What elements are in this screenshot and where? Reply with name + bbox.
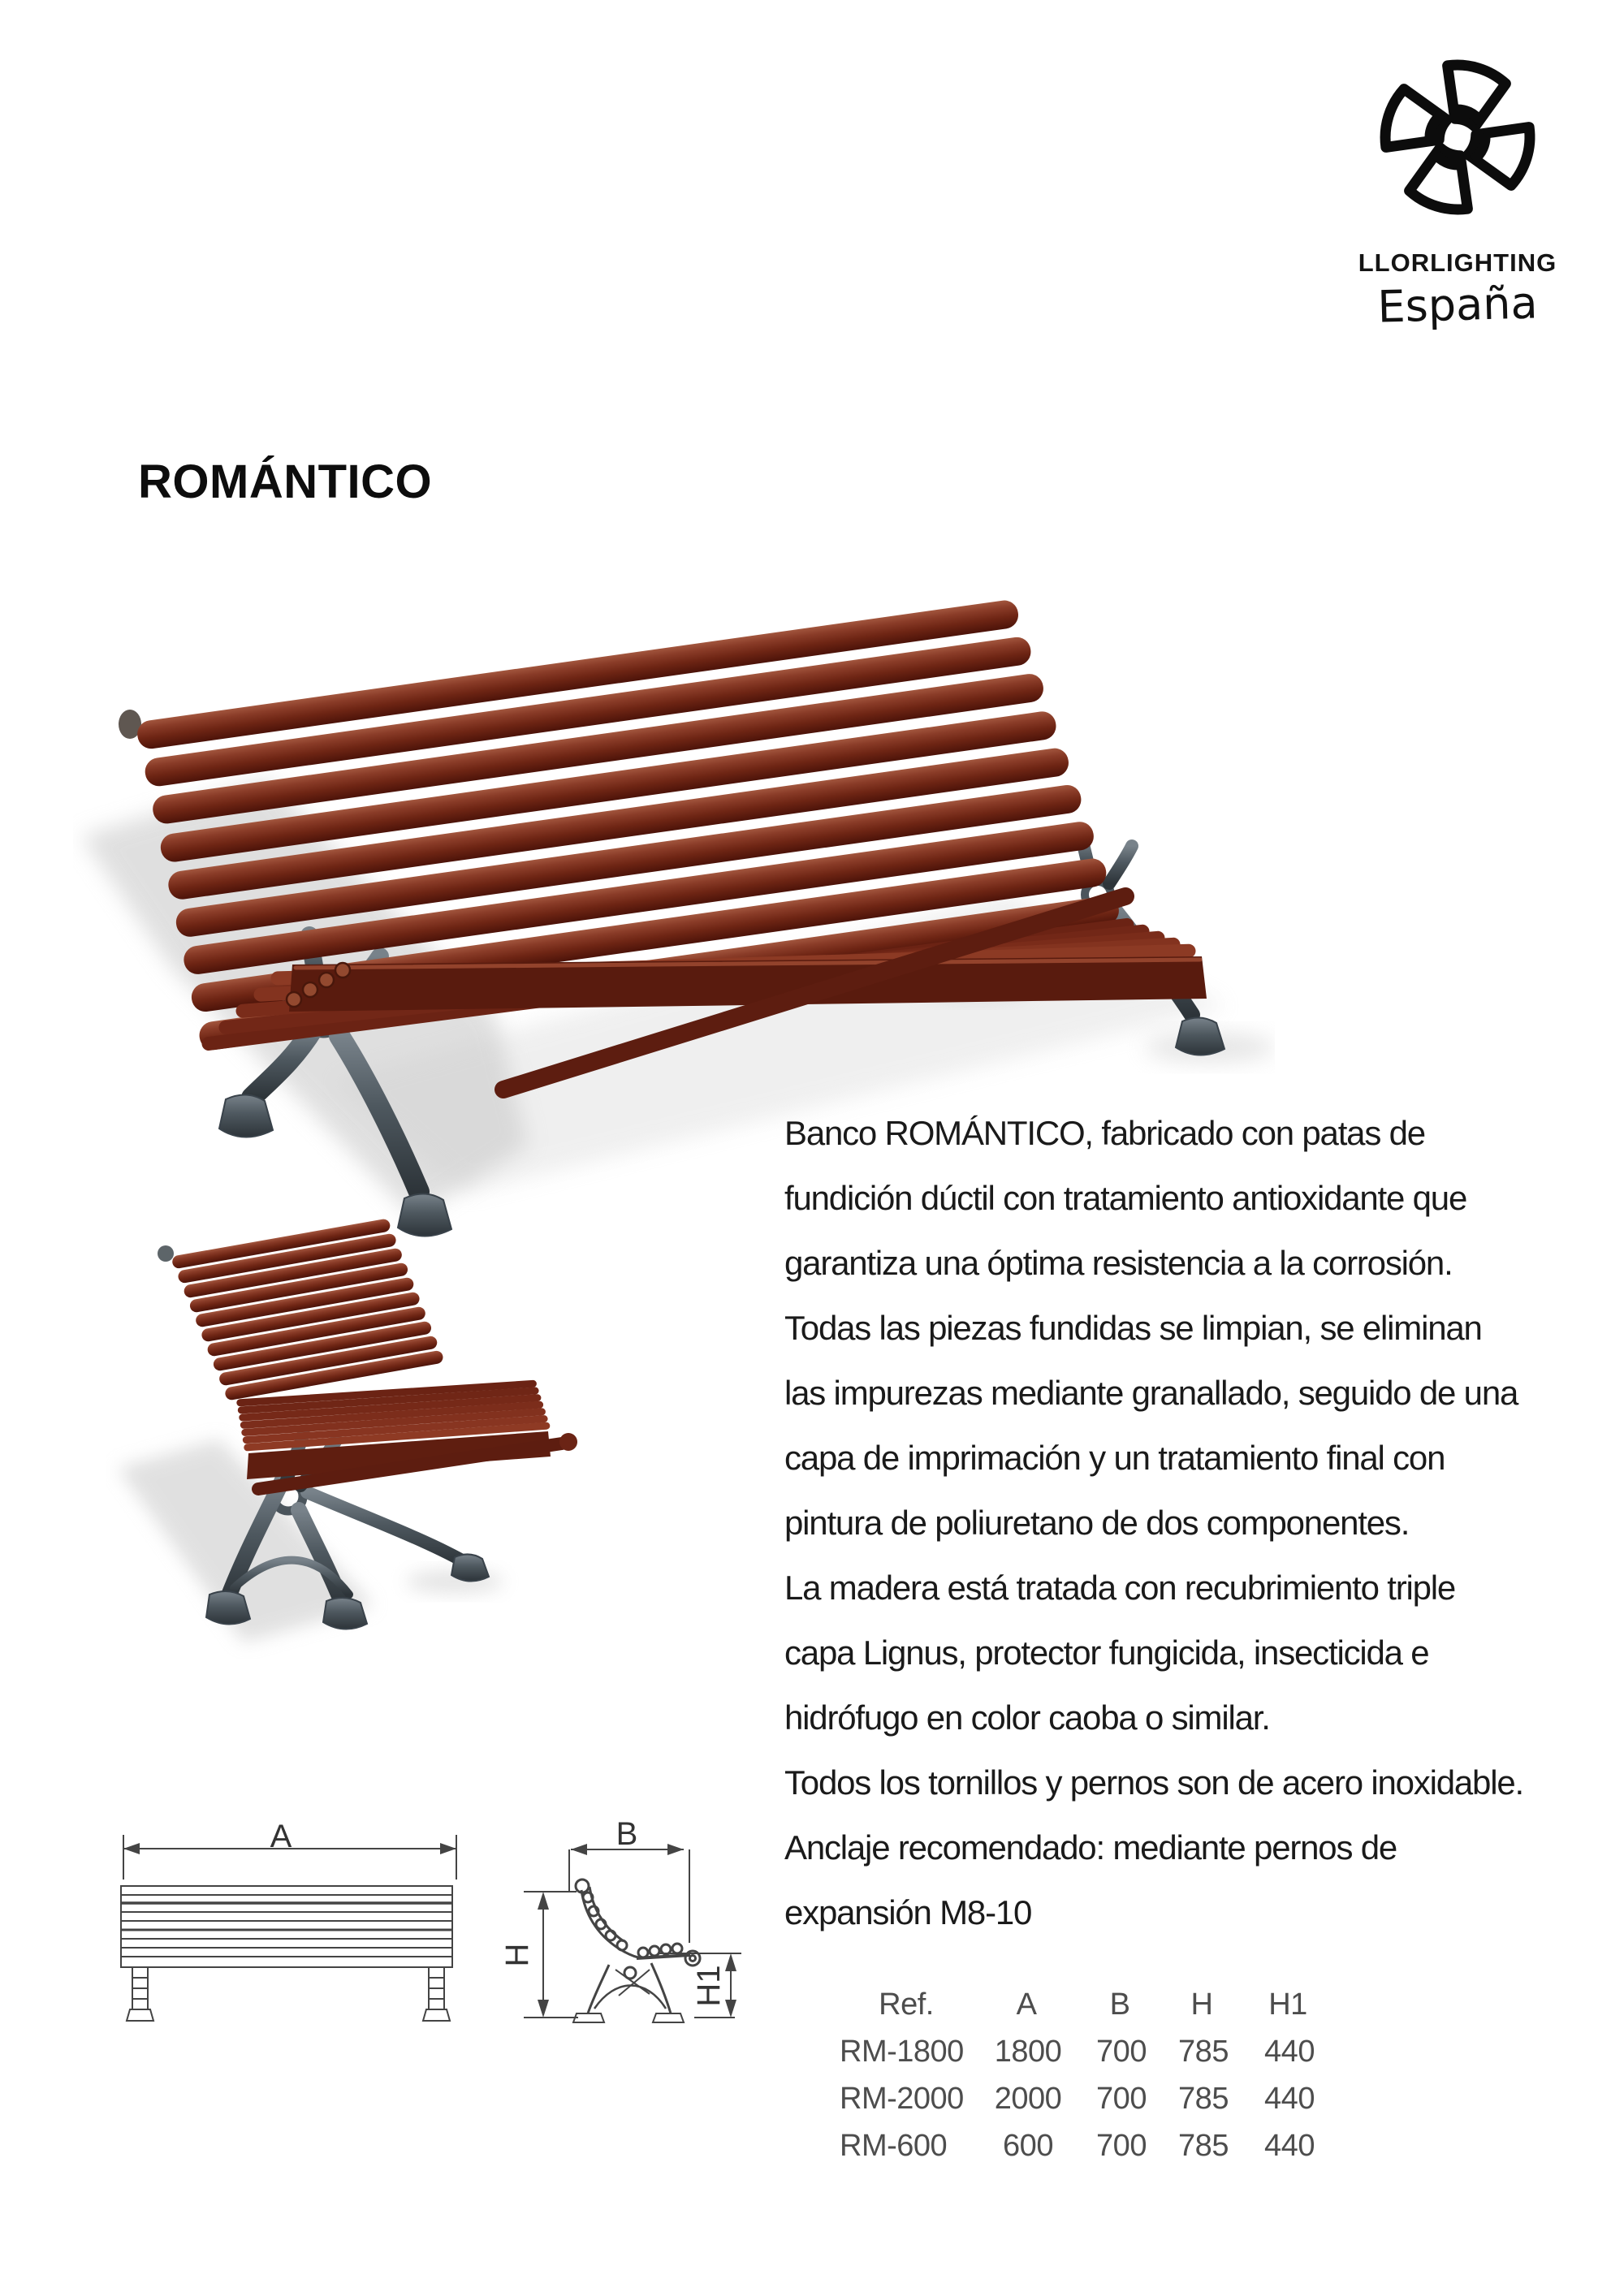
product-description (784, 1101, 1580, 1945)
cell-b: 700 (1096, 2128, 1147, 2163)
cell-ref: RM-1800 (840, 2034, 964, 2069)
page-title: ROMÁNTICO (138, 455, 433, 508)
spec-table-header (838, 1981, 1335, 2028)
description-line: hidrófugo en color caoba o similar. (784, 1698, 1270, 1737)
description-line: Todos los tornillos y pernos son de acero inoxidable. (784, 1763, 1523, 1802)
cell-h: 785 (1178, 2081, 1229, 2116)
col-header-h: H (1190, 1987, 1213, 2022)
description-line: fundición dúctil con tratamiento antioxidante que (784, 1179, 1467, 1217)
description-line: capa Lignus, protector fungicida, insecticida e (784, 1634, 1429, 1672)
dimension-drawing (81, 1810, 820, 2161)
brand-region: España (1376, 277, 1539, 333)
pinwheel-logo-icon (1365, 52, 1550, 226)
cell-h: 785 (1178, 2128, 1229, 2163)
col-header-b: B (1109, 1987, 1130, 2022)
cell-h: 785 (1178, 2034, 1229, 2069)
table-row (838, 2075, 1335, 2122)
dim-label-h1: H1 (691, 1965, 727, 2007)
description-line: pintura de poliuretano de dos componentes. (784, 1504, 1410, 1542)
table-row (838, 2122, 1335, 2169)
col-header-a: A (1016, 1987, 1037, 2022)
chair-backrest (158, 1213, 444, 1406)
cell-a: 1800 (994, 2034, 1062, 2069)
description-line: garantiza una óptima resistencia a la corrosión. (784, 1244, 1453, 1282)
chair-photo (106, 1200, 609, 1659)
brand-logo (1332, 52, 1583, 333)
cell-ref: RM-2000 (840, 2081, 964, 2116)
col-header-ref: Ref. (879, 1987, 934, 2022)
description-line: Anclaje recomendado: mediante pernos de (784, 1828, 1397, 1867)
dim-label-a: A (270, 1819, 292, 1854)
description-line: La madera está tratada con recubrimiento triple (784, 1569, 1456, 1607)
description-line: Todas las piezas fundidas se limpian, se eliminan (784, 1309, 1482, 1347)
spec-table (838, 1981, 1335, 2169)
description-line: Banco ROMÁNTICO, fabricado con patas de (784, 1114, 1425, 1152)
table-row (838, 2028, 1335, 2075)
cell-b: 700 (1096, 2034, 1147, 2069)
description-line: expansión M8-10 (784, 1893, 1032, 1931)
description-line: las impurezas mediante granallado, seguido de una (784, 1374, 1518, 1412)
cell-h1: 440 (1264, 2034, 1315, 2069)
dim-label-b: B (615, 1816, 638, 1852)
cell-h1: 440 (1264, 2128, 1315, 2163)
cell-b: 700 (1096, 2081, 1147, 2116)
cell-a: 2000 (994, 2081, 1062, 2116)
col-header-h1: H1 (1268, 1987, 1307, 2022)
cell-a: 600 (1003, 2128, 1053, 2163)
dim-label-h: H (499, 1943, 535, 1967)
front-view-drawing (121, 1835, 456, 2021)
brand-name: LLORLIGHTING (1358, 248, 1557, 277)
cell-ref: RM-600 (840, 2128, 948, 2163)
cell-h1: 440 (1264, 2081, 1315, 2116)
description-line: capa de imprimación y un tratamiento final con (784, 1439, 1445, 1477)
